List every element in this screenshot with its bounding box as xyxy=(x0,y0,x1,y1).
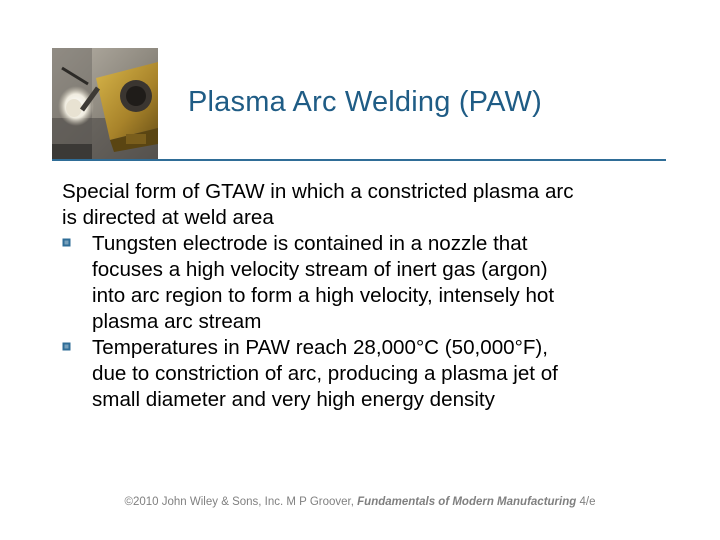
intro-line: is directed at weld area xyxy=(62,206,274,229)
footer-book-title: Fundamentals of Modern Manufacturing xyxy=(357,496,577,508)
slide-body xyxy=(62,179,682,413)
intro-line: Special form of GTAW in which a constricted plasma arc xyxy=(62,180,574,203)
square-bullet-icon xyxy=(62,342,72,352)
footer-prefix: ©2010 John Wiley & Sons, Inc. M P Groover, xyxy=(124,496,358,508)
bullet-line: into arc region to form a high velocity, intensely hot xyxy=(92,284,555,307)
slide-title: Plasma Arc Welding (PAW) xyxy=(188,86,542,118)
intro-paragraph xyxy=(62,179,682,231)
bullet-line: Temperatures in PAW reach 28,000°C (50,000°F), xyxy=(92,336,549,359)
bullet-line: small diameter and very high energy density xyxy=(92,388,495,411)
bullet-line: Tungsten electrode is contained in a nozzle that xyxy=(92,232,528,255)
bullet-item xyxy=(62,231,682,335)
bullet-line: focuses a high velocity stream of inert gas (argon) xyxy=(92,258,548,281)
title-divider xyxy=(52,159,666,161)
bullet-line: plasma arc stream xyxy=(92,310,262,333)
welding-photo-image xyxy=(52,48,158,160)
square-bullet-icon xyxy=(62,238,72,248)
footer-edition: 4/e xyxy=(576,496,596,508)
bullet-line: due to constriction of arc, producing a plasma jet of xyxy=(92,362,558,385)
bullet-item xyxy=(62,335,682,413)
footer-credit xyxy=(0,496,720,508)
